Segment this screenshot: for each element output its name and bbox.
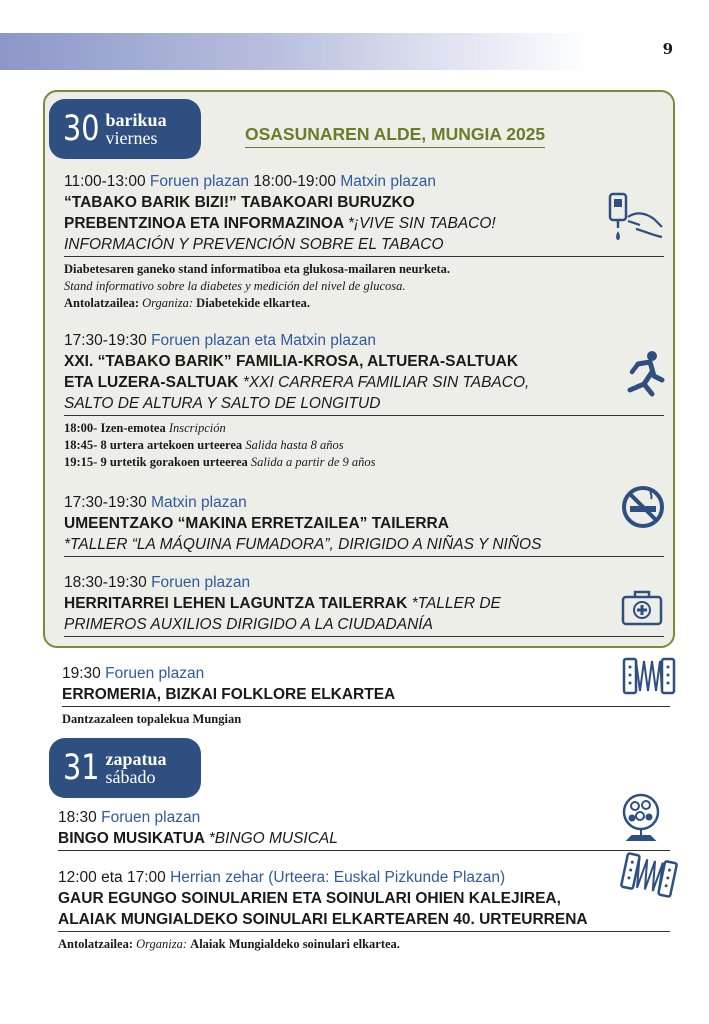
org-name: Diabetekide elkartea. — [196, 296, 311, 310]
title-l1-eu: HERRITARREI LEHEN LAGUNTZA TAILERRAK — [64, 595, 408, 612]
title-l2-eu: ETA LUZERA-SALTUAK — [64, 374, 239, 391]
place: Herrian zehar (Urteera: Euskal Pizkunde Plazan) — [170, 869, 506, 886]
event-title-l2 — [64, 372, 664, 393]
title-es: *BINGO MUSICAL — [208, 830, 338, 847]
event-note: Dantzazaleen topalekua Mungian — [62, 712, 242, 726]
title-l2-es: *¡VIVE SIN TABACO! — [347, 215, 496, 232]
event-title-l2 — [64, 213, 664, 234]
day-31-eu: zapatua — [105, 749, 167, 769]
event-title-l1 — [64, 593, 664, 614]
title-l2-es: *XXI CARRERA FAMILIAR SIN TABACO, — [242, 374, 530, 391]
event-makina-erretzailea — [64, 493, 664, 557]
place: Foruen plazan — [105, 665, 205, 682]
event-divider — [62, 706, 670, 707]
event-erromeria — [62, 664, 670, 728]
title-l2-eu: PREBENTZINOA ETA INFORMAZINOA — [64, 215, 344, 232]
event-title-l3: INFORMACIÓN Y PREVENCIÓN SOBRE EL TABACO — [64, 236, 444, 253]
first-aid-kit-icon — [620, 589, 664, 627]
event-title-l3: SALTO DE ALTURA Y SALTO DE LONGITUD — [64, 395, 381, 412]
accordion-icon — [622, 655, 676, 697]
event-title: ERROMERIA, BIZKAI FOLKLORE ELKARTEA — [62, 686, 396, 703]
event-title-l1: XXI. “TABAKO BARIK” FAMILIA-KROSA, ALTUERA-SALTUAK — [64, 353, 519, 370]
schedule-row: 18:00- Izen-emotea Inscripción — [64, 421, 226, 435]
place: Foruen plazan — [151, 574, 251, 591]
day-30-badge — [49, 99, 201, 159]
schedule-row: 18:45- 8 urtera artekoen urteerea Salida hasta 8 años — [64, 438, 344, 452]
day-31-es: sábado — [105, 767, 156, 787]
section-title: OSASUNAREN ALDE, MUNGIA 2025 — [245, 124, 545, 148]
time: 17:30-19:30 — [64, 494, 147, 511]
event-title-l2: PRIMEROS AUXILIOS DIRIGIDO A LA CIUDADANÍA — [64, 616, 433, 633]
day-31-number: 31 — [63, 748, 100, 788]
event-time — [64, 172, 664, 192]
event-kalejirea — [58, 868, 670, 953]
event-title-l1: “TABAKO BARIK BIZI!” TABAKOARI BURUZKO — [64, 194, 415, 211]
place: Matxin plazan — [151, 494, 247, 511]
place-2: Matxin plazan — [340, 173, 437, 190]
schedule-row: 19:15- 9 urtetik gorakoen urteerea Salida a partir de 9 años — [64, 455, 376, 469]
time-1: 11:00-13:00 — [64, 173, 146, 190]
title-l1-es: *TALLER DE — [411, 595, 501, 612]
time: 19:30 — [62, 665, 101, 682]
time: 18:30 — [58, 809, 97, 826]
event-bingo-musikatua — [58, 808, 670, 851]
header-gradient-bar — [0, 33, 590, 70]
note-es: Stand informativo sobre la diabetes y medición del nivel de glucosa. — [64, 279, 406, 293]
day-30-number: 30 — [63, 109, 100, 149]
day-30-eu: barikua — [105, 110, 167, 130]
event-divider — [58, 931, 670, 932]
event-divider — [58, 850, 670, 851]
org-label-eu: Antolatzailea: — [58, 937, 133, 951]
runner-icon — [624, 350, 666, 400]
event-time — [64, 573, 664, 593]
event-title — [58, 828, 670, 849]
event-time — [62, 664, 670, 684]
event-time — [58, 808, 670, 828]
event-lehen-laguntza — [64, 573, 664, 637]
title-eu: BINGO MUSIKATUA — [58, 830, 205, 847]
event-title-l2: *TALLER “LA MÁQUINA FUMADORA”, DIRIGIDO A NIÑAS Y NIÑOS — [64, 536, 542, 553]
org-label-eu: Antolatzailea: — [64, 296, 139, 310]
note-eu: Diabetesaren ganeko stand informatiboa eta glukosa-mailaren neurketa. — [64, 262, 450, 276]
event-time — [58, 868, 670, 888]
place: Foruen plazan eta Matxin plazan — [151, 332, 376, 349]
time: 18:30-19:30 — [64, 574, 147, 591]
time-2: 18:00-19:00 — [253, 173, 337, 190]
org-label-es: Organiza: — [142, 296, 194, 310]
place: Foruen plazan — [101, 809, 201, 826]
org-label-es: Organiza: — [136, 937, 188, 951]
time: 17:30-19:30 — [64, 332, 147, 349]
event-divider — [64, 636, 664, 637]
event-divider — [64, 415, 664, 416]
bingo-cage-icon — [620, 792, 662, 844]
time: 12:00 eta 17:00 — [58, 869, 166, 886]
event-title-l2: ALAIAK MUNGIALDEKO SOINULARI ELKARTEAREN 40. URTEURRENA — [58, 911, 588, 928]
org-name: Alaiak Mungialdeko soinulari elkartea. — [190, 937, 400, 951]
no-smoking-icon — [621, 485, 665, 529]
page-number: 9 — [662, 40, 673, 58]
place-1: Foruen plazan — [149, 173, 249, 190]
event-tabako-barik-bizi — [64, 172, 664, 312]
event-time — [64, 493, 664, 513]
event-time — [64, 331, 664, 351]
event-title-l1: UMEENTZAKO “MAKINA ERRETZAILEA” TAILERRA — [64, 515, 449, 532]
event-familia-krosa — [64, 331, 664, 471]
glucose-meter-icon — [606, 191, 664, 247]
accordion-icon-2 — [620, 850, 678, 900]
event-title-l1: GAUR EGUNGO SOINULARIEN ETA SOINULARI OHIEN KALEJIREA, — [58, 890, 561, 907]
event-divider — [64, 556, 664, 557]
day-30-es: viernes — [105, 128, 158, 148]
day-31-badge — [49, 738, 201, 798]
event-divider — [64, 256, 664, 257]
